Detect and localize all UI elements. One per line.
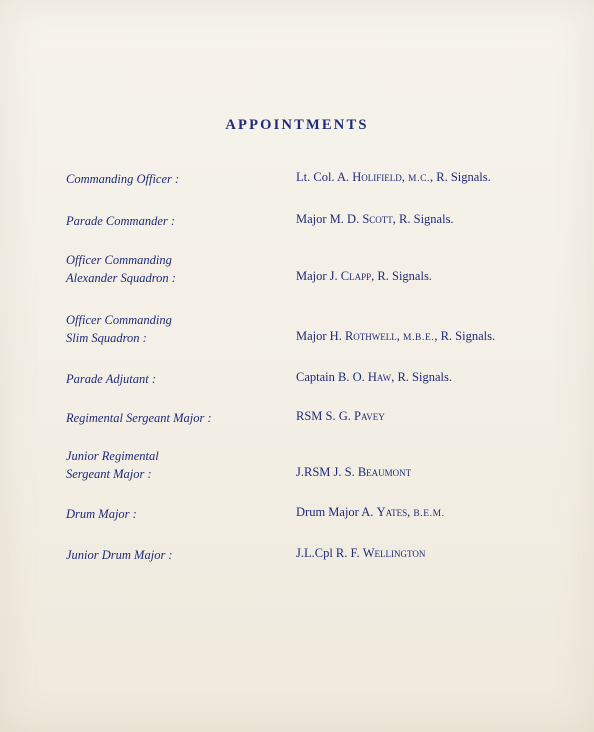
appointment-holder	[296, 503, 445, 523]
name-surname: Scott	[362, 212, 393, 226]
appointment-holder	[296, 327, 495, 347]
appointment-holder	[296, 463, 411, 483]
appointment-holder	[296, 544, 425, 564]
name-prefix: J.RSM J. S.	[296, 465, 358, 479]
name-suffix: , R. Signals.	[434, 329, 496, 343]
appointment-row-junior-drum-major	[66, 524, 566, 564]
name-prefix: Captain B. O.	[296, 370, 368, 384]
appointment-role	[66, 212, 175, 230]
name-sep: ,	[407, 505, 414, 519]
role-line: Drum Major :	[66, 507, 137, 521]
role-line: Parade Adjutant :	[66, 372, 157, 386]
name-prefix: Lt. Col. A.	[296, 170, 353, 184]
name-prefix: J.L.Cpl R. F.	[296, 546, 363, 560]
role-line: Commanding Officer :	[66, 172, 180, 186]
name-surname: Pavey	[354, 409, 385, 423]
name-prefix: RSM S. G.	[296, 409, 355, 423]
name-surname: Holifield	[352, 170, 402, 184]
role-line: Parade Commander :	[66, 214, 176, 228]
role-line: Slim Squadron :	[66, 331, 147, 345]
name-suffix: , R. Signals.	[371, 269, 432, 283]
name-sep: ,	[401, 170, 409, 184]
name-surname: Wellington	[362, 546, 426, 560]
name-prefix: Major M. D.	[296, 212, 363, 226]
appointment-row-rsm	[66, 387, 566, 427]
role-line: Sergeant Major :	[66, 467, 152, 481]
appointment-holder	[296, 407, 385, 427]
appointment-row-commanding-officer	[66, 148, 566, 188]
appointment-holder	[296, 210, 454, 230]
appointment-holder	[296, 168, 491, 188]
name-suffix: , R. Signals.	[392, 212, 454, 226]
appointment-role	[66, 251, 176, 287]
appointment-row-drum-major	[66, 483, 566, 523]
appointment-row-parade-adjutant	[66, 348, 566, 388]
appointment-role	[66, 505, 137, 523]
appointment-role	[66, 370, 156, 388]
name-honours: M.B.E.	[403, 333, 435, 343]
appointment-role	[66, 409, 212, 427]
name-prefix: Major H.	[296, 329, 345, 343]
appointment-row-parade-commander	[66, 190, 566, 230]
role-line: Junior Drum Major :	[66, 548, 173, 562]
name-suffix: , R. Signals.	[429, 170, 491, 184]
appointment-row-junior-rsm	[66, 443, 566, 483]
name-surname: Clapp	[340, 269, 372, 283]
appointment-role	[66, 447, 159, 483]
appointment-role	[66, 311, 172, 347]
name-sep: ,	[396, 329, 404, 343]
role-line: Regimental Sergeant Major :	[66, 411, 212, 425]
name-honours: B.E.M.	[413, 509, 445, 519]
name-prefix: Major J.	[296, 269, 341, 283]
name-suffix: , R. Signals.	[391, 370, 452, 384]
page-title: APPOINTMENTS	[225, 117, 369, 133]
appointment-role	[66, 546, 173, 564]
appointment-row-oc-slim-squadron	[66, 307, 566, 347]
name-honours: M.C.	[408, 174, 430, 184]
name-prefix: Drum Major A.	[296, 505, 377, 519]
appointment-holder	[296, 368, 452, 388]
name-surname: Haw	[367, 370, 392, 384]
role-line: Alexander Squadron :	[66, 271, 176, 285]
role-line: Officer Commanding	[66, 253, 172, 267]
name-surname: Beaumont	[357, 465, 412, 479]
appointment-row-oc-alexander-squadron	[66, 247, 566, 287]
role-line: Junior Regimental	[66, 449, 159, 463]
role-line: Officer Commanding	[66, 313, 172, 327]
name-surname: Yates	[376, 505, 408, 519]
name-surname: Rothwell	[344, 329, 397, 343]
appointment-role	[66, 170, 179, 188]
appointment-holder	[296, 267, 432, 287]
